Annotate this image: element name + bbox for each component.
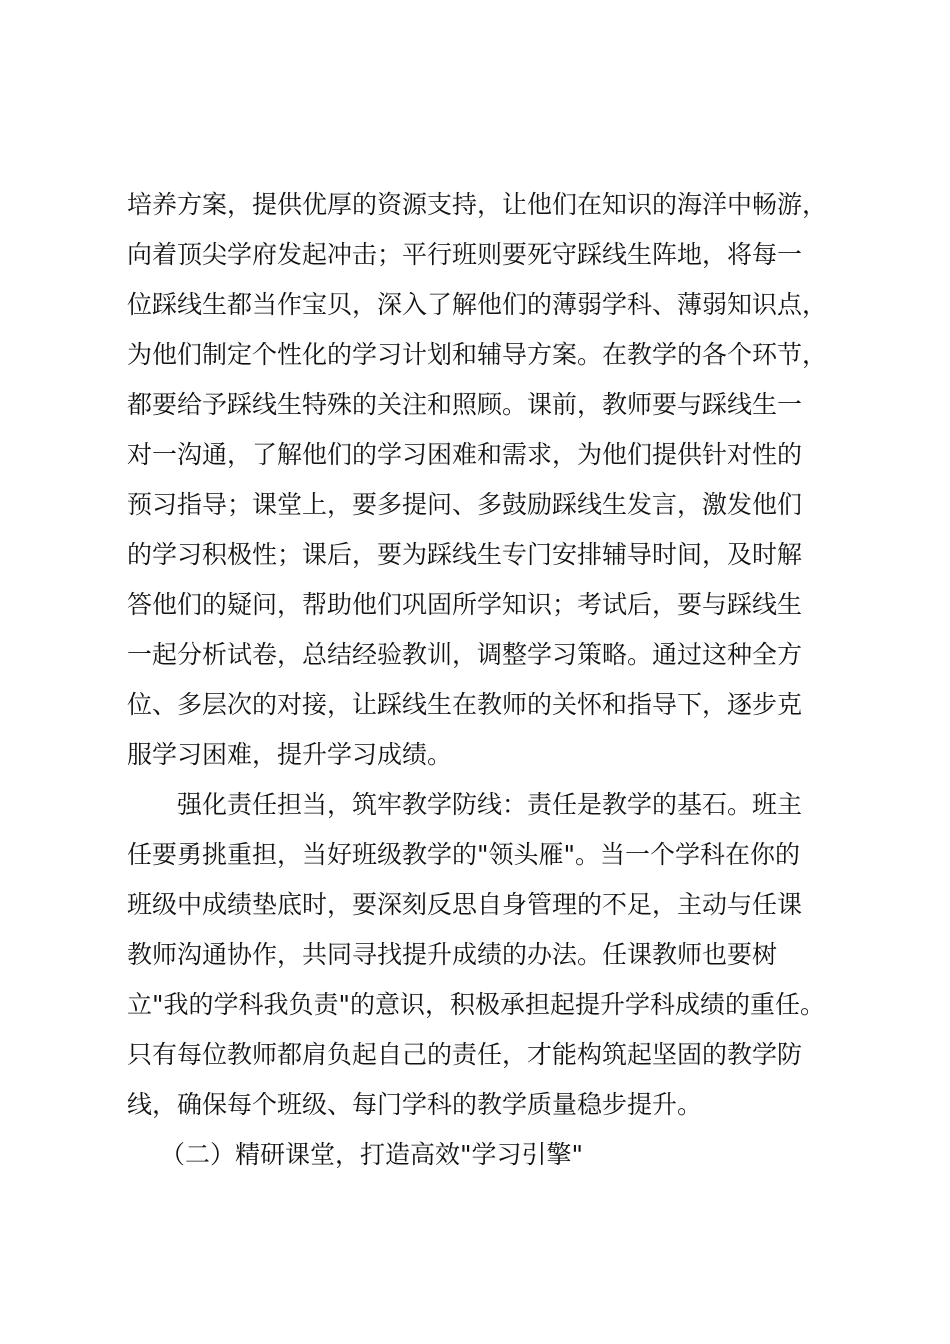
text-line: 预习指导；课堂上，要多提问、多鼓励踩线生发言，激发他们 [127, 490, 803, 519]
text-line: 的学习积极性；课后，要为踩线生专门安排辅导时间，及时解 [127, 540, 803, 569]
text-line: 任要勇挑重担，当好班级教学的"领头雁"。当一个学科在你的 [127, 840, 801, 869]
text-line: 服学习困难，提升学习成绩。 [127, 740, 453, 769]
text-line: 立"我的学科我负责"的意识，积极承担起提升学科成绩的重任。 [127, 990, 826, 1019]
section-heading: （二）精研课堂，打造高效"学习引擎" [160, 1140, 583, 1169]
text-line: 为他们制定个性化的学习计划和辅导方案。在教学的各个环节， [127, 340, 828, 369]
text-line: 位、多层次的对接，让踩线生在教师的关怀和指导下，逐步克 [127, 690, 803, 719]
text-line: 教师沟通协作，共同寻找提升成绩的办法。任课教师也要树 [127, 940, 778, 969]
text-line: 培养方案，提供优厚的资源支持，让他们在知识的海洋中畅游， [127, 190, 828, 219]
text-line: 向着顶尖学府发起冲击；平行班则要死守踩线生阵地，将每一 [127, 240, 803, 269]
text-line: 位踩线生都当作宝贝，深入了解他们的薄弱学科、薄弱知识点， [127, 290, 828, 319]
text-line: 只有每位教师都肩负起自己的责任，才能构筑起坚固的教学防 [127, 1040, 803, 1069]
text-line: 一起分析试卷，总结经验教训，调整学习策略。通过这种全方 [127, 640, 803, 669]
text-line: 班级中成绩垫底时，要深刻反思自身管理的不足，主动与任课 [127, 890, 803, 919]
text-line: 对一沟通，了解他们的学习困难和需求，为他们提供针对性的 [127, 440, 803, 469]
paragraph-start-line: 强化责任担当，筑牢教学防线：责任是教学的基石。班主 [177, 790, 803, 819]
text-line: 答他们的疑问，帮助他们巩固所学知识；考试后，要与踩线生 [127, 590, 803, 619]
text-line: 线，确保每个班级、每门学科的教学质量稳步提升。 [127, 1090, 703, 1119]
text-line: 都要给予踩线生特殊的关注和照顾。课前，教师要与踩线生一 [127, 390, 803, 419]
